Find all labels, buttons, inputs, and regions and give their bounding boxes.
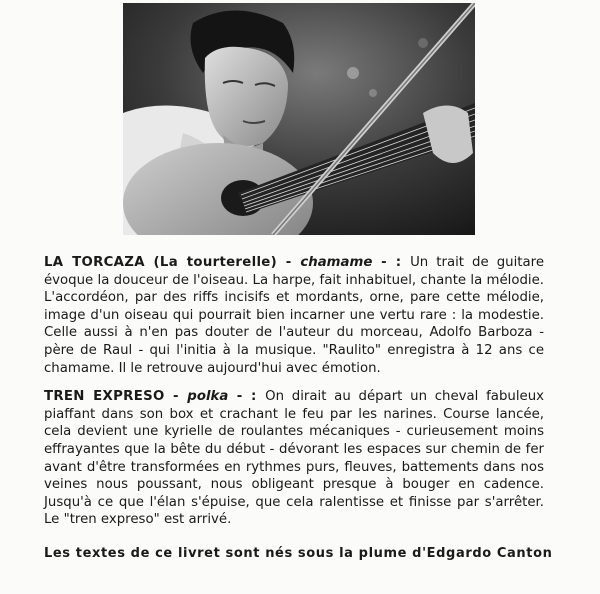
track-genre: polka xyxy=(187,389,229,405)
track-title: TREN EXPRESO xyxy=(44,389,165,405)
track-title: LA TORCAZA (La tourterelle) xyxy=(44,255,278,270)
genre-suffix: - : xyxy=(228,389,266,405)
title-separator: - xyxy=(164,389,188,405)
track-genre: chamame xyxy=(300,255,373,270)
track-note-la-torcaza xyxy=(44,254,544,377)
genre-suffix: - : xyxy=(372,255,411,270)
title-separator: - xyxy=(277,255,301,270)
guitarist-photo xyxy=(123,3,475,235)
track-description: Un trait de guitare évoque la douceur de l'oiseau. La harpe, fait inhabituel, chante la mélodie. L'accordéon, par des riffs incisifs et mordants, orne, pare cette mélodie, image d'un oiseau qui pourrait bien incarner une vertu rare : la modestie. Celle aussi à n'en pas douter de l'auteur du morceau, Adolfo Barboza - père de Raul - qui l'initia à la musique. "Raulito" enregistra à 12 ans ce chamame. Il le retrouve aujourd'hui avec émotion. xyxy=(44,255,544,376)
track-note-tren-expreso xyxy=(44,388,544,529)
credits-line: Les textes de ce livret sont nés sous la plume d'Edgardo Canton xyxy=(44,546,553,561)
track-description: On dirait au départ un cheval fabuleux piaffant dans son box et crachant le feu par les narines. Course lancée, cela devient une kyrielle de roulantes mécaniques - curieusement moins effrayantes que la bête du début - dévorant les espaces sur chemin de fer avant d'être transformées en rythmes purs, fleuves, battements dans nos veines nous poussant, nous obligeant presque à bouger en cadence. Jusqu'à ce que l'élan s'épuise, que cela ralentisse et finisse par s'arrêter. Le "tren expreso" est arrivé. xyxy=(44,389,544,528)
liner-notes xyxy=(44,254,544,540)
